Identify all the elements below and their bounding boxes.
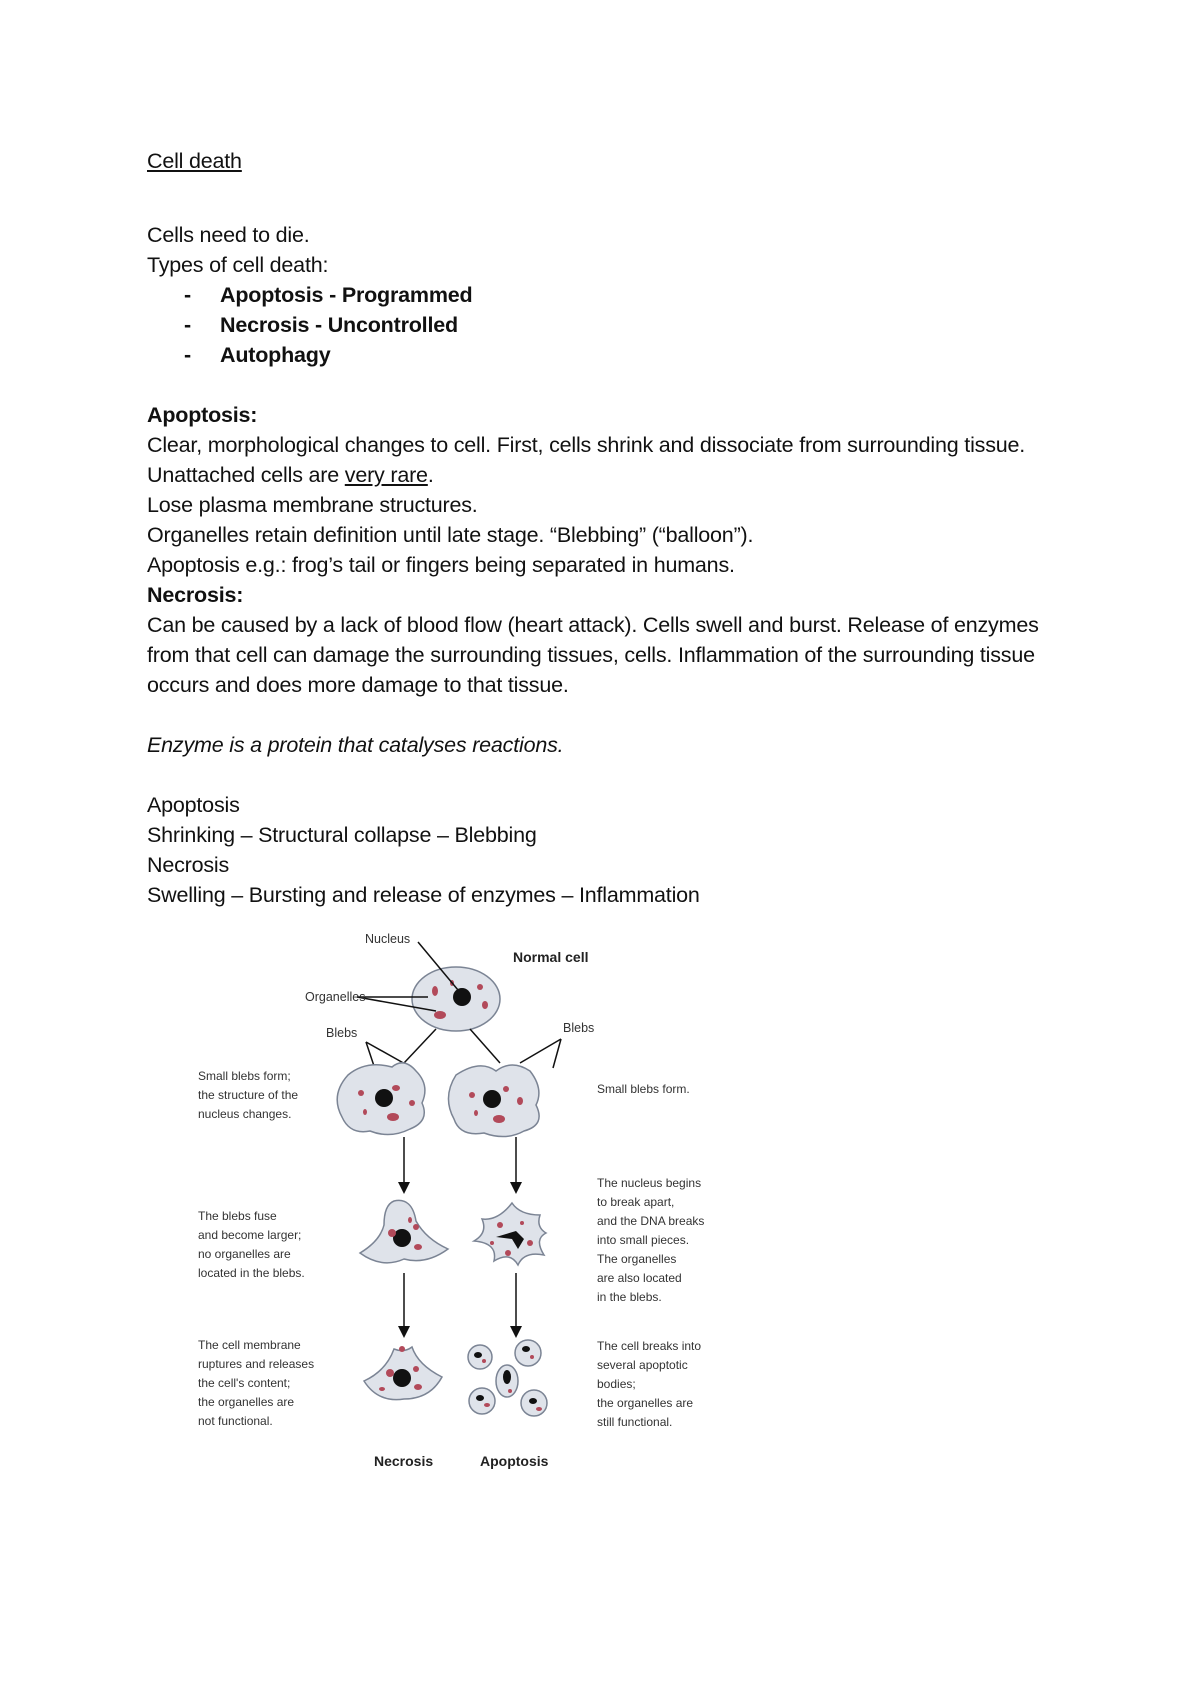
apoptosis-heading: Apoptosis: bbox=[147, 403, 258, 427]
summary-necrosis-title: Necrosis bbox=[147, 853, 230, 877]
caption-necrosis: Necrosis bbox=[374, 1453, 434, 1469]
right-step-3: The cell breaks into several apoptotic bodies; the organelles are still functional. bbox=[597, 1339, 702, 1429]
list-item: - Apoptosis - Programmed bbox=[184, 283, 473, 307]
label-blebs-right: Blebs bbox=[563, 1021, 595, 1035]
apoptosis-paragraph-1: Clear, morphological changes to cell. First, cells shrink and dissociate from surrounding tissue. Unattached cells are very rare. bbox=[147, 433, 1026, 487]
necrosis-paragraph: Can be caused by a lack of blood flow (heart attack). Cells swell and burst. Release of enzymes from that cell can damage the surrounding tissues, cells. Inflammation of the surrounding tissue occurs and does more damage to that tissue. bbox=[147, 613, 1039, 697]
intro-line-1: Cells need to die. bbox=[147, 223, 310, 247]
intro-line-2: Types of cell death: bbox=[147, 253, 329, 277]
apoptosis-cell-stage-2 bbox=[474, 1203, 546, 1265]
normal-cell-illustration bbox=[412, 967, 500, 1031]
left-step-3: The cell membrane ruptures and releases the cell's content; the organelles are not functional. bbox=[198, 1338, 315, 1428]
left-step-1: Small blebs form; the structure of the nucleus changes. bbox=[198, 1069, 299, 1121]
apoptosis-paragraph-2: Lose plasma membrane structures. bbox=[147, 493, 478, 517]
label-nucleus: Nucleus bbox=[365, 932, 411, 946]
enzyme-note: Enzyme is a protein that catalyses reactions. bbox=[147, 733, 564, 757]
page-title: Cell death bbox=[147, 149, 242, 173]
document-text bbox=[147, 146, 1067, 910]
right-step-1: Small blebs form. bbox=[597, 1082, 690, 1096]
apoptosis-paragraph-3: Organelles retain definition until late stage. “Blebbing” (“balloon”). bbox=[147, 523, 754, 547]
label-blebs-left: Blebs bbox=[326, 1026, 358, 1040]
caption-apoptosis: Apoptosis bbox=[480, 1453, 549, 1469]
apoptosis-cell-stage-1 bbox=[448, 1065, 539, 1137]
cell-death-types-list bbox=[147, 280, 1067, 370]
summary-necrosis-steps: Swelling – Bursting and release of enzymes – Inflammation bbox=[147, 883, 700, 907]
list-item: - Autophagy bbox=[184, 343, 331, 367]
apoptotic-bodies bbox=[468, 1340, 547, 1416]
necrosis-cell-stage-1 bbox=[337, 1063, 425, 1135]
label-normal-cell: Normal cell bbox=[513, 949, 589, 965]
label-organelles: Organelles bbox=[305, 990, 366, 1004]
left-step-2: The blebs fuse and become larger; no organelles are located in the blebs. bbox=[198, 1209, 305, 1280]
summary-apoptosis-title: Apoptosis bbox=[147, 793, 240, 817]
apoptosis-paragraph-4: Apoptosis e.g.: frog’s tail or fingers being separated in humans. bbox=[147, 553, 735, 577]
necrosis-cell-stage-3 bbox=[364, 1346, 442, 1400]
right-step-2: The nucleus begins to break apart, and the DNA breaks into small pieces. The organelles are also located in the blebs. bbox=[597, 1176, 705, 1304]
summary-apoptosis-steps: Shrinking – Structural collapse – Blebbing bbox=[147, 823, 537, 847]
necrosis-heading: Necrosis: bbox=[147, 583, 244, 607]
necrosis-cell-stage-2 bbox=[360, 1200, 448, 1262]
list-item: - Necrosis - Uncontrolled bbox=[184, 313, 458, 337]
cell-death-diagram bbox=[190, 925, 750, 1485]
